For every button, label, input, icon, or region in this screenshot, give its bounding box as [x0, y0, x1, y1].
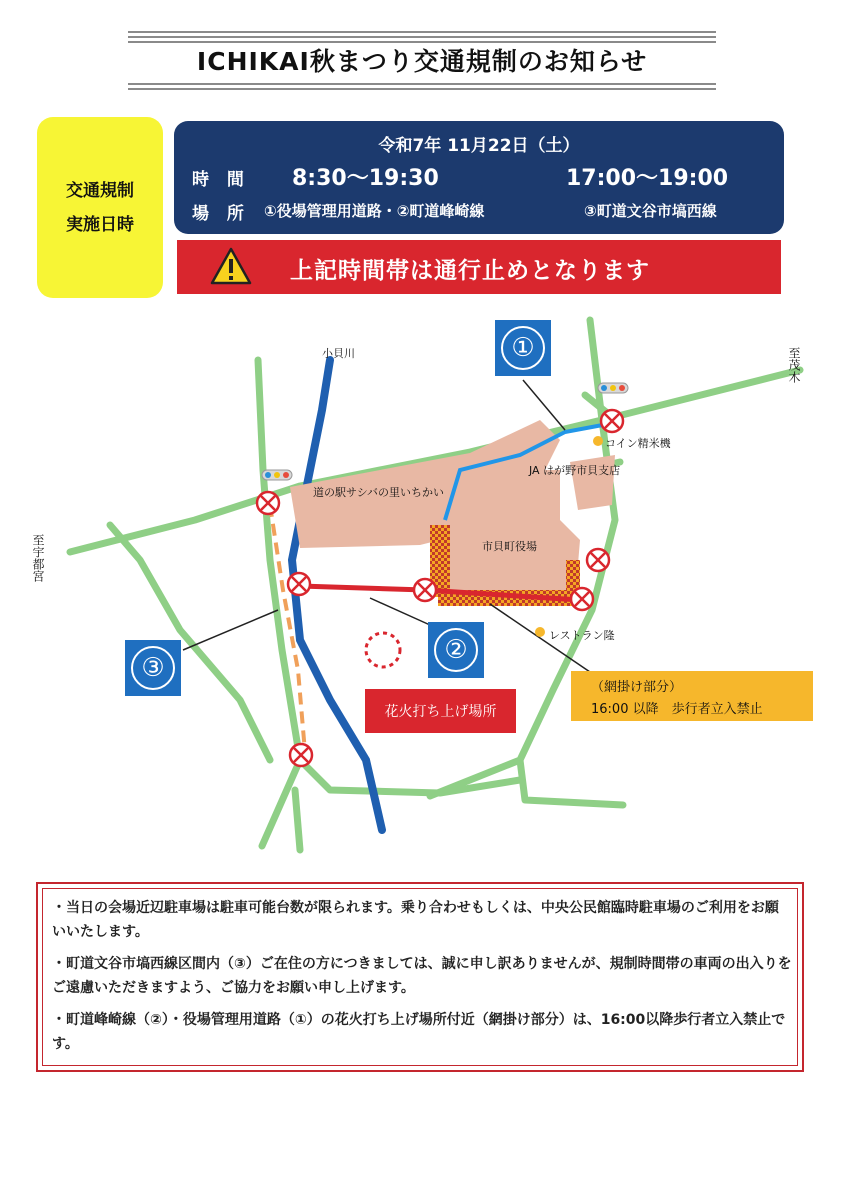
- ja-label: JA はが野市貝支店: [529, 464, 621, 477]
- closure-marker: [257, 492, 279, 514]
- marker-1-box: [495, 320, 551, 376]
- marker-1-label: ①: [501, 326, 545, 370]
- header-rule-top-1: [128, 31, 716, 33]
- schedule-box: [174, 121, 784, 234]
- coin-rice-label: コイン精米機: [605, 437, 671, 450]
- place-1: ①役場管理用道路・②町道峰崎線: [264, 202, 485, 220]
- restaurant-label: レストラン隆: [549, 629, 615, 642]
- southeast-road: [520, 760, 623, 805]
- header-rule-top-2: [128, 36, 716, 38]
- notes-box: [36, 882, 804, 1072]
- closure-marker: [288, 573, 310, 595]
- page-title: ICHIKAI秋まつり交通規制のお知らせ: [196, 47, 648, 76]
- note-parking: ・当日の会場近辺駐車場は駐車可能台数が限られます。乗り合わせもしくは、中央公民館臨時駐車場のご利用をお願いいたします。: [52, 900, 779, 940]
- marker-2-label: ②: [434, 628, 478, 672]
- warning-icon: [210, 246, 252, 286]
- restaurant-pin-icon: [535, 627, 545, 637]
- header-rule-bottom-2: [128, 88, 716, 90]
- traffic-map: [0, 300, 849, 870]
- netted-area-desc: 16:00 以降 歩行者立入禁止: [591, 702, 763, 717]
- netted-area-legend: [571, 671, 813, 721]
- closure-notice: [177, 240, 781, 294]
- fireworks-site-icon: [366, 633, 400, 667]
- time-range-1: 8:30～19:30: [292, 166, 439, 191]
- michinoeki-label: 道の駅サシバの里いちかい: [313, 486, 445, 499]
- place-label: 場 所: [192, 204, 250, 224]
- fireworks-label: 花火打ち上げ場所: [365, 689, 516, 733]
- netted-area-title: （網掛け部分）: [591, 680, 683, 695]
- regulation-label-line2: 実施日時: [66, 214, 134, 235]
- time-label: 時 間: [192, 170, 250, 190]
- header-rule-bottom-1: [128, 83, 716, 85]
- closure-notice-text: 上記時間帯は通行止めとなります: [290, 258, 650, 284]
- note-pedestrians: ・町道峰崎線（②）・役場管理用道路（①）の花火打ち上げ場所付近（網掛け部分）は、16:00以降歩行者立入禁止です。: [52, 1012, 786, 1052]
- closure-marker: [601, 410, 623, 432]
- event-date: 令和7年 11月22日（土）: [378, 136, 580, 156]
- regulation-label-line1: 交通規制: [66, 180, 134, 201]
- closure-marker: [290, 744, 312, 766]
- place-2: ③町道文谷市塙西線: [584, 202, 717, 220]
- south-spur: [295, 790, 300, 850]
- coin-rice-pin-icon: [593, 436, 603, 446]
- river-label: 小貝川: [322, 347, 355, 360]
- time-range-2: 17:00～19:00: [566, 166, 729, 191]
- direction-utsunomiya: 至宇都宮: [31, 534, 45, 582]
- header-rule-top-3: [128, 41, 716, 43]
- town-hall-label: 市貝町役場: [482, 540, 537, 553]
- regulation-label-box: [37, 117, 163, 298]
- marker-2-box: [428, 622, 484, 678]
- marker-3-box: [125, 640, 181, 696]
- marker-3-label: ③: [131, 646, 175, 690]
- closure-marker: [587, 549, 609, 571]
- direction-motegi: 至茂木: [787, 347, 801, 383]
- closure-marker: [414, 579, 436, 601]
- note-residents: ・町道文谷市塙西線区間内（③）ご在住の方につきましては、誠に申し訳ありませんが、規制時間帯の車両の出入りをご遠慮いただきますよう、ご協力をお願い申し上げます。: [52, 956, 792, 996]
- closure-marker: [571, 588, 593, 610]
